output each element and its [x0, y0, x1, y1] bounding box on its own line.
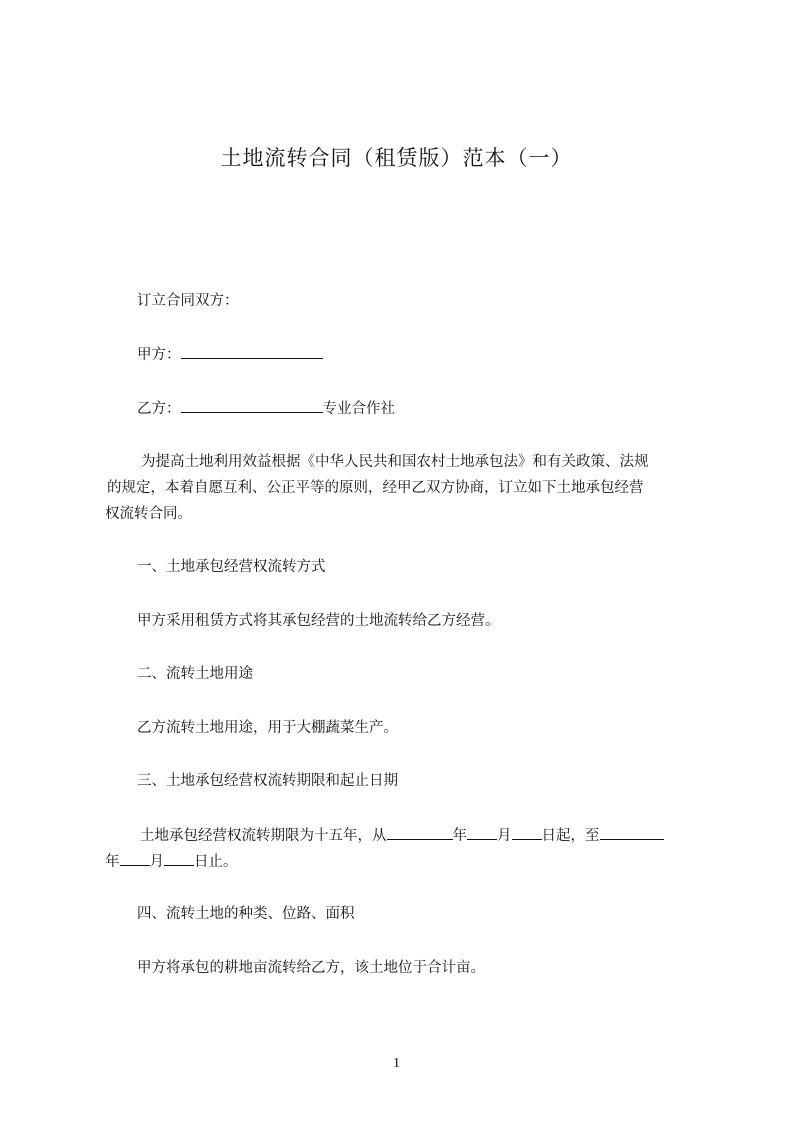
start-day-blank: [512, 825, 542, 840]
page-number: 1: [393, 1056, 400, 1071]
end-day-blank: [164, 851, 194, 866]
section-1-heading: 一、土地承包经营权流转方式: [137, 559, 326, 575]
start-month-blank: [467, 825, 497, 840]
party-b-label: 乙方：: [137, 401, 181, 417]
parties-intro: 订立合同双方：: [137, 293, 239, 309]
end-month-label: 月: [149, 854, 164, 870]
party-a-label: 甲方：: [137, 347, 181, 363]
end-year-blank: [600, 825, 664, 840]
document-title: 土地流转合同（租赁版）范本（一）: [220, 146, 573, 170]
section-2-heading: 二、流转土地用途: [137, 666, 253, 682]
preamble-line-1: 为提高土地利用效益根据《中华人民共和国农村土地承包法》和有关政策、法规: [141, 454, 649, 470]
party-b-line: [137, 398, 395, 419]
section-3-heading: 三、土地承包经营权流转期限和起止日期: [137, 773, 398, 789]
section-3-line-1: [140, 825, 664, 846]
section-1-body: 甲方采用租赁方式将其承包经营的土地流转给乙方经营。: [137, 613, 500, 629]
party-a-line: [137, 344, 323, 365]
party-b-blank: [181, 398, 323, 413]
preamble-line-3: 权流转合同。: [105, 506, 192, 522]
preamble-paragraph: [105, 449, 705, 527]
section-4-body: 甲方将承包的耕地亩流转给乙方，该土地位于合计亩。: [137, 960, 485, 976]
section-3-term-text: 土地承包经营权流转期限为十五年，从: [140, 828, 387, 844]
section-2-body: 乙方流转土地用途，用于大棚蔬菜生产。: [137, 720, 398, 736]
section-4-heading: 四、流转土地的种类、位路、面积: [137, 906, 355, 922]
party-a-blank: [181, 344, 323, 359]
section-3-line-2: [105, 851, 238, 872]
end-month-blank: [120, 851, 150, 866]
start-day-label: 日起，至: [541, 828, 600, 844]
end-day-label: 日止。: [194, 854, 238, 870]
start-year-label: 年: [452, 828, 467, 844]
party-b-suffix: 专业合作社: [322, 401, 395, 417]
start-month-label: 月: [497, 828, 512, 844]
preamble-line-2: 的规定，本着自愿互利、公正平等的原则，经甲乙双方协商，订立如下土地承包经营: [107, 480, 644, 496]
end-year-label: 年: [105, 854, 120, 870]
start-year-blank: [387, 825, 453, 840]
